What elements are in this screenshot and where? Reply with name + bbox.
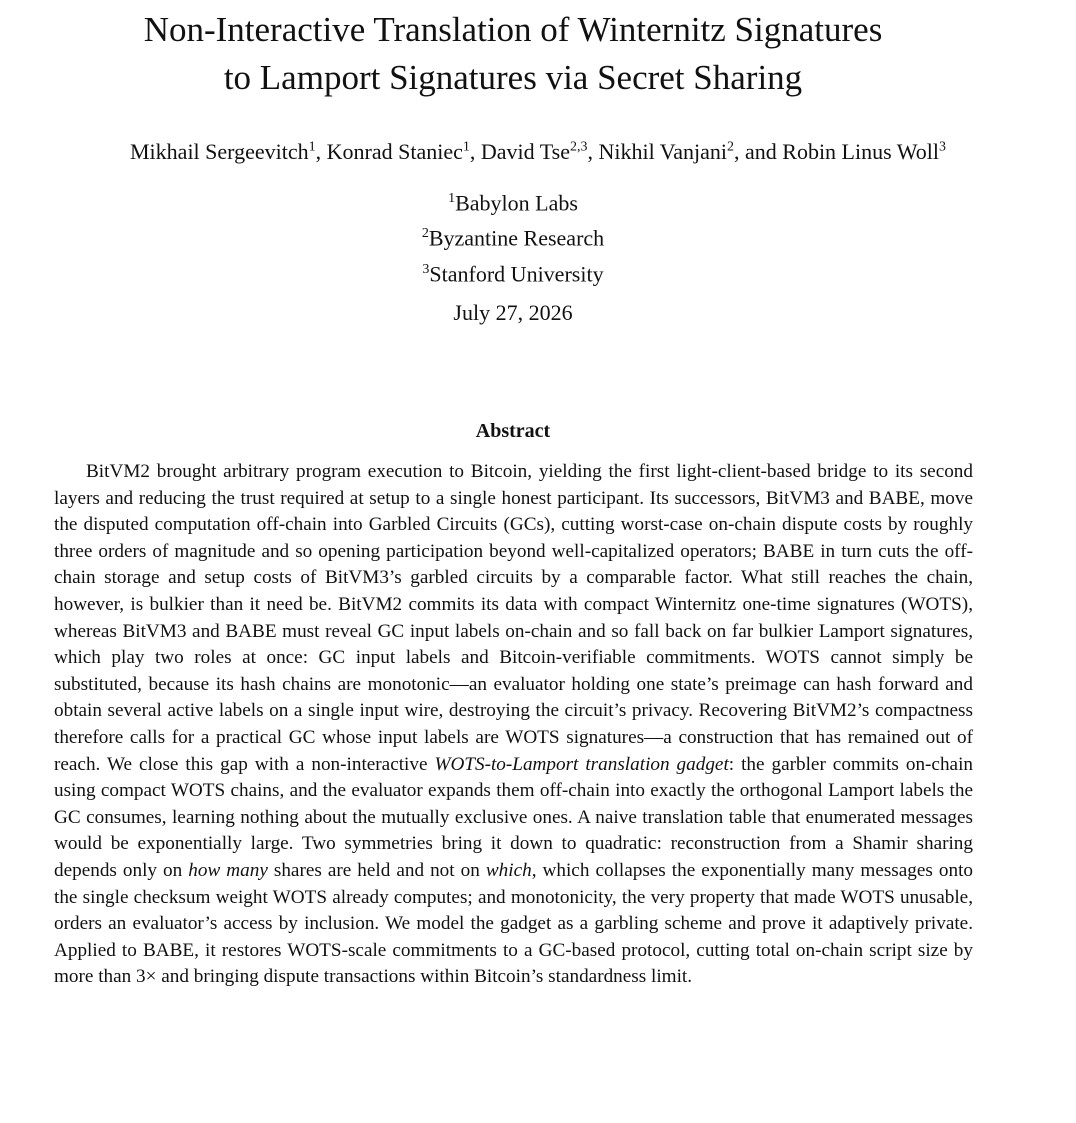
author: Nikhil Vanjani$^2$, and — [598, 139, 783, 165]
abstract-body: BitVM2 brought arbitrary program execution to Bitcoin, yielding the first light-client-based bridge to its second layers and reducing the trust required at setup to a single honest participant. Its successors, BitVM3 and BABE, move the disputed computation off-chain into Garbled Circuits (GCs), cutting worst-case on-chain dispute costs by roughly three orders of magnitude and so opening participation beyond well-capitalized operators; BABE in turn cuts the off-chain storage and setup costs of BitVM3’s garbled circuits by a comparable factor. What still reaches the chain, however, is bulkier than it need be. BitVM2 commits its data with compact Winternitz one-time signatures (WOTS), whereas BitVM3 and BABE must reveal GC input labels on-chain and so fall back on far bulkier Lamport signatures, which play two roles at once: GC input labels and Bitcoin-verifiable commitments. WOTS cannot simply be substituted, because its hash chains are monotonic—an evaluator holding one state’s preimage can hash forward and obtain several active labels on a single input wire, destroying the circuit’s privacy. Recovering BitVM2’s compactness therefore calls for a practical GC whose input labels are WOTS signatures—a construction that has remained out of reach. We close this gap with a non-interactive WOTS-to-Lamport translation gadget: the garbler commits on-chain using compact WOTS chains, and the evaluator expands them off-chain into exactly the orthogonal Lamport labels the GC consumes, learning nothing about the mutually exclusive ones. A naive translation table that enumerated messages would be exponentially large. Two symmetries bring it down to quadratic: reconstruction from a Shamir sharing depends only on how many shares are held and not on which, which collapses the exponentially many messages onto the single checksum weight WOTS already computes; and monotonicity, the very property that made WOTS unusable, orders an evaluator’s access by inclusion. We model the gadget as a garbling scheme and prove it adaptively private. Applied to BABE, it restores WOTS-scale commitments to a GC-based protocol, cutting total on-chain script size by more than 3× and bringing dispute transactions within Bitcoin’s standardness limit. — [54, 461, 973, 988]
paper-title — [0, 6, 1026, 102]
title-line-2: to Lamport Signatures via Secret Sharing — [223, 58, 803, 97]
affiliation-list — [0, 183, 1026, 289]
emphasis: how many — [188, 859, 268, 881]
author: Mikhail Sergeevitch$^1$, — [130, 139, 327, 165]
author: Robin Linus Woll$^3$ — [782, 139, 946, 165]
emphasis: WOTS-to-Lamport translation gadget — [434, 753, 729, 775]
affiliation: $^3$Stanford University — [422, 260, 604, 286]
paper-date: July 27, 2026 — [453, 300, 573, 325]
title-line-1: Non-Interactive Translation of Winternitz Signatures — [143, 10, 883, 49]
author: David Tse$^{2,3}$, — [480, 139, 599, 165]
affiliation: $^1$Babylon Labs — [448, 190, 578, 216]
affiliation: $^2$Byzantine Research — [421, 225, 605, 251]
author: Konrad Staniec$^1$, — [326, 139, 481, 165]
emphasis: which — [485, 859, 532, 881]
abstract-heading: Abstract — [475, 420, 551, 442]
author-list — [0, 131, 1076, 169]
